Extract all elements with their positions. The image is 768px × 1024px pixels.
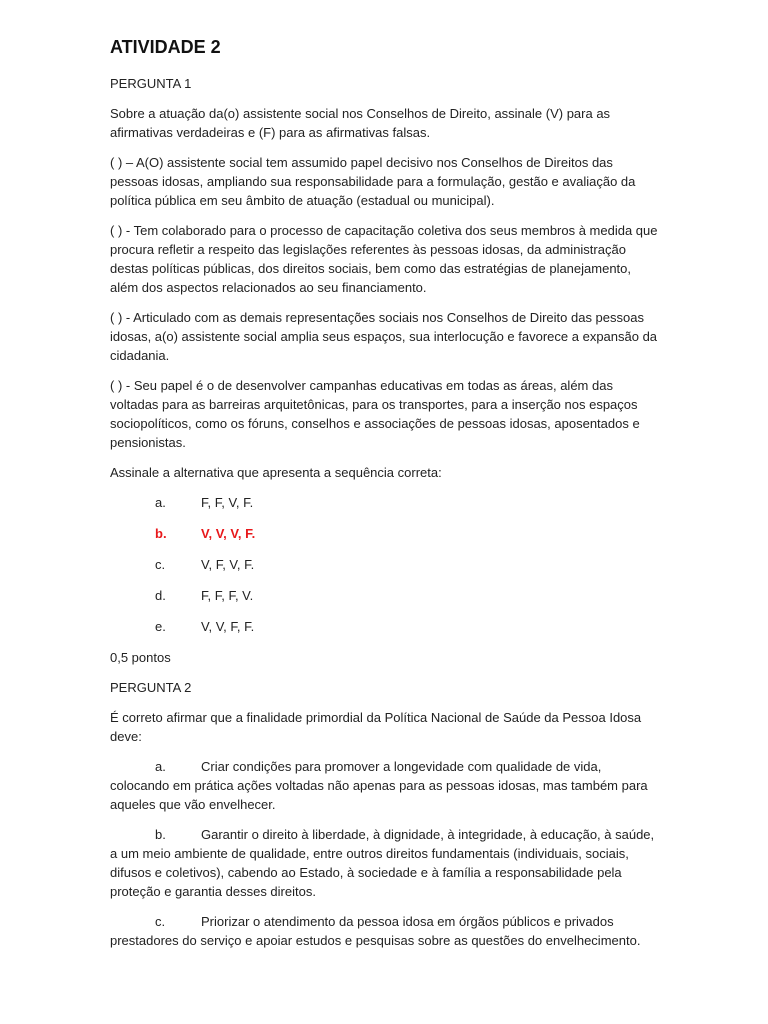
question-1-instruction: Assinale a alternativa que apresenta a sequência correta: bbox=[110, 465, 442, 480]
option-text: F, F, F, V. bbox=[201, 588, 254, 603]
q1-option-c bbox=[110, 555, 662, 574]
document-page bbox=[110, 36, 662, 961]
statement-1: ( ) – A(O) assistente social tem assumido papel decisivo nos Conselhos de Direitos das pessoas idosas, ampliando sua responsabilidade para a formulação, gestão e avaliação da política pública em seu âmbito de atuação (estadual ou municipal). bbox=[110, 155, 636, 208]
page-title: ATIVIDADE 2 bbox=[110, 37, 221, 57]
statement-2: ( ) - Tem colaborado para o processo de capacitação coletiva dos seus membros à medida que procura refletir a respeito das legislações referentes às pessoas idosas, da administração destas políticas públicas, dos direitos sociais, bem como das estratégias de planejamento, além dos aspectos relacionados ao seu financiamento. bbox=[110, 223, 658, 295]
statement-4: ( ) - Seu papel é o de desenvolver campanhas educativas em todas as áreas, além das voltadas para as barreiras arquitetônicas, para os transportes, para a inserção nos espaços sociopolíticos, como os fóruns, conselhos e associações de pessoas idosas, aposentados e pensionistas. bbox=[110, 378, 640, 450]
q1-option-e bbox=[110, 617, 662, 636]
question-1-prompt: Sobre a atuação da(o) assistente social nos Conselhos de Direito, assinale (V) para as afirmativas verdadeiras e (F) para as afirmativas falsas. bbox=[110, 106, 611, 140]
option-text: Garantir o direito à liberdade, à dignidade, à integridade, à educação, à saúde, a um meio ambiente de qualidade, entre outros direitos fundamentais (individuais, sociais, difusos e coletivos), cabendo ao Estado, à sociedade e à família a responsabilidade pela proteção e garantia desses direitos. bbox=[110, 827, 655, 899]
statement-3: ( ) - Articulado com as demais representações sociais nos Conselhos de Direito das pessoas idosas, a(o) assistente social amplia seus espaços, sua interlocução e favorece a expansão da cidadania. bbox=[110, 310, 658, 363]
option-letter: a. bbox=[155, 495, 166, 510]
q2-option-c bbox=[110, 912, 662, 950]
question-1-points: 0,5 pontos bbox=[110, 650, 171, 665]
option-letter: e. bbox=[155, 619, 166, 634]
option-text: V, F, V, F. bbox=[201, 557, 255, 572]
option-text: V, V, F, F. bbox=[201, 619, 255, 634]
option-letter: c. bbox=[155, 557, 166, 572]
q1-option-a bbox=[110, 493, 662, 512]
option-letter: c. bbox=[155, 914, 166, 929]
option-text: F, F, V, F. bbox=[201, 495, 254, 510]
q2-option-a bbox=[110, 757, 662, 814]
q1-option-d bbox=[110, 586, 662, 605]
option-letter: b. bbox=[155, 526, 167, 541]
question-2-label: PERGUNTA 2 bbox=[110, 680, 192, 695]
option-text: Priorizar o atendimento da pessoa idosa em órgãos públicos e privados prestadores do serviço e apoiar estudos e pesquisas sobre as questões do envelhecimento. bbox=[110, 914, 641, 948]
option-text: V, V, V, F. bbox=[201, 526, 256, 541]
q1-option-b-correct bbox=[110, 524, 662, 543]
q2-option-b bbox=[110, 825, 662, 901]
question-2-prompt: É correto afirmar que a finalidade primordial da Política Nacional de Saúde da Pessoa Idosa deve: bbox=[110, 710, 642, 744]
question-1-label: PERGUNTA 1 bbox=[110, 76, 192, 91]
option-letter: a. bbox=[155, 759, 166, 774]
option-text: Criar condições para promover a longevidade com qualidade de vida, colocando em prática ações voltadas não apenas para as pessoas idosas, mas também para aqueles que vão envelhecer. bbox=[110, 759, 648, 812]
option-letter: b. bbox=[155, 827, 166, 842]
option-letter: d. bbox=[155, 588, 166, 603]
